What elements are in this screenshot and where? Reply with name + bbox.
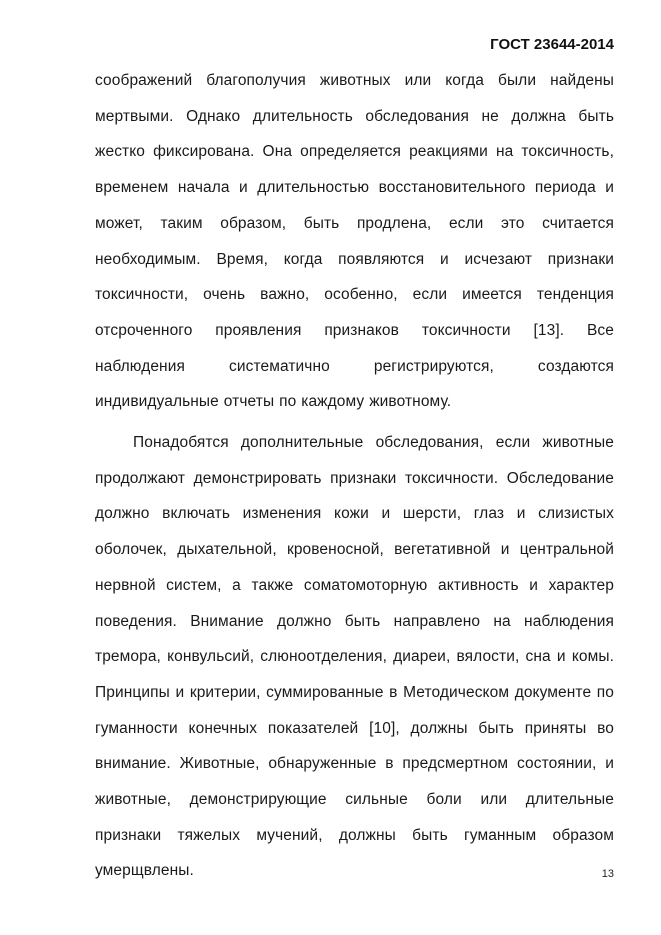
- document-code-header: ГОСТ 23644-2014: [490, 36, 614, 53]
- body-paragraph-2: Понадобятся дополнительные обследования, если животные продолжают демонстрировать признаки токсичности. Обследование должно включать изменения кожи и шерсти, глаз и слизистых оболочек, дыхательной, кровеносной, вегетативной и центральной нервной систем, а также соматомоторную активность и характер поведения. Внимание должно быть направлено на наблюдения тремора, конвульсий, слюноотделения, диареи, вялости, сна и комы. Принципы и критерии, суммированные в Методическом документе по гуманности конечных показателей [10], должны быть приняты во внимание. Животные, обнаруженные в предсмертном состоянии, и животные, демонстрирующие сильные боли или длительные признаки тяжелых мучений, должны быть гуманным образом умерщвлены.: [95, 434, 614, 880]
- page-number: 13: [601, 868, 614, 880]
- page-body: [95, 63, 614, 889]
- body-paragraph-1: соображений благополучия животных или когда были найдены мертвыми. Однако длительность обследования не должна быть жестко фиксирована. Она определяется реакциями на токсичность, временем начала и длительностью восстановительного периода и может, таким образом, быть продлена, если это считается необходимым. Время, когда появляются и исчезают признаки токсичности, очень важно, особенно, если имеется тенденция отсроченного проявления признаков токсичности [13]. Все наблюдения систематично регистрируются, создаются индивидуальные отчеты по каждому животному.: [95, 72, 614, 411]
